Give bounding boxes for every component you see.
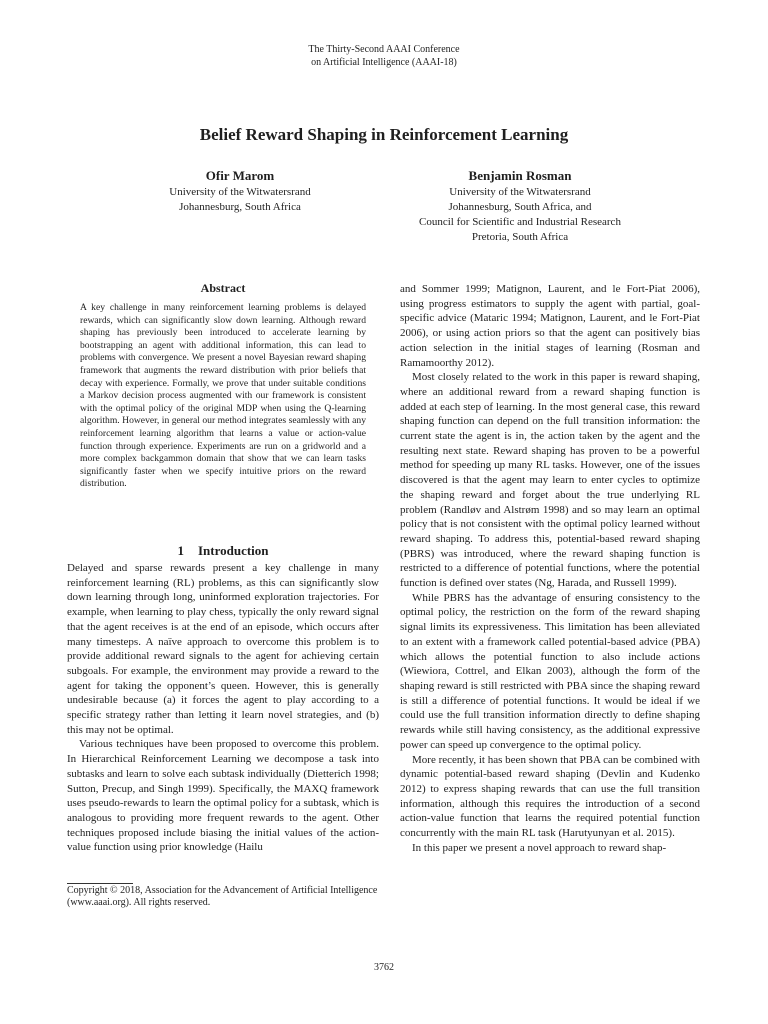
author-name: Benjamin Rosman bbox=[468, 168, 572, 183]
conference-line-1: The Thirty-Second AAAI Conference bbox=[308, 44, 460, 55]
paragraph: Most closely related to the work in this paper is reward shaping, where an additional reward from a reward shaping function is added at each step of learning. In the most general case, this reward shaping function can depend on the full transition information: the current state the agent is in, the action taken by the agent and the resulting next state. Reward shaping has proven to be a powerful method for speeding up many RL tasks. However, one of the issues discovered is that the agent may learn to enter cycles to optimize the shaping reward and forget about the true underlying RL problem (Randløv and Alstrøm 1998) and so may learn an optimal policy that is not consistent with the optimal policy learned without reward shaping. To address this, potential-based reward shaping (PBRS) was introduced, where the reward shaping function is restricted to a difference of potential functions, where the potential function is defined over states (Ng, Harada, and Russell 1999). bbox=[400, 371, 700, 590]
author-affiliation: Johannesburg, South Africa bbox=[179, 201, 301, 213]
author-affiliation: Council for Scientific and Industrial Research bbox=[419, 216, 621, 228]
section-heading bbox=[67, 543, 379, 559]
paragraph: While PBRS has the advantage of ensuring consistency to the optimal policy, the restriction on the form of the reward shaping signal limits its expressiveness. This limitation has been alleviated to an extent with a framework called potential-based advice (PBA) which allows the potential function to also include actions (Wiewiora, Cottrel, and Elkan 2003), although the form of the shaping reward is still restricted with PBA since the shaping reward is still a difference of potential functions. It would be ideal if we could use the full transition information directly to define shaping rewards while still having consistency, as the additional expressive power can speed up convergence to the optimal policy. bbox=[400, 591, 700, 751]
abstract-heading: Abstract bbox=[200, 281, 246, 295]
paragraph: and Sommer 1999; Matignon, Laurent, and le Fort-Piat 2006), using progress estimators to supply the agent with partial, goal-specific advice (Mataric 1994; Matignon, Laurent, and le Fort-Piat 2006), or using action priors so that the agent can positively bias action selection in the initial stages of learning (Rosman and Ramamoorthy 2012). bbox=[400, 283, 700, 369]
author-name: Ofir Marom bbox=[205, 168, 275, 183]
footnote-rule bbox=[67, 883, 133, 884]
conference-line-2: on Artificial Intelligence (AAAI-18) bbox=[311, 57, 457, 68]
copyright-notice: Copyright © 2018, Association for the Advancement of Artificial Intelligence (www.aaai.org). All rights reserved. bbox=[67, 885, 378, 908]
page-number: 3762 bbox=[374, 962, 394, 973]
abstract-text: A key challenge in many reinforcement learning problems is delayed rewards, which can significantly slow down learning. Although reward shaping has previously been introduced to accelerate learning by bootstrapping an agent with additional information, this can lead to problems with convergence. We present a novel Bayesian reward shaping framework that augments the reward distribution with prior beliefs that decay with experience. Formally, we prove that under suitable conditions a Markov decision process augmented with our framework is consistent with the optimal policy of the original MDP when using the Q-learning algorithm. However, in general our method integrates seamlessly with any reinforcement learning algorithm that learns a value or action-value function through experience. Experiments are run on a gridworld and a more complex backgammon domain that show that we can learn tasks significantly faster when we specify intuitive priors on the reward distribution. bbox=[80, 302, 366, 490]
conference-header bbox=[0, 43, 768, 69]
paper-title: Belief Reward Shaping in Reinforcement Learning bbox=[199, 125, 569, 144]
right-column-body bbox=[400, 282, 700, 855]
author-affiliation: Johannesburg, South Africa, and bbox=[448, 201, 592, 213]
author-affiliation: Pretoria, South Africa bbox=[471, 231, 569, 243]
introduction-body bbox=[67, 561, 379, 855]
author-affiliation: University of the Witwatersrand bbox=[449, 186, 591, 198]
section-number: 1 bbox=[177, 543, 184, 558]
author-block-2 bbox=[390, 167, 650, 245]
paragraph: More recently, it has been shown that PBA can be combined with dynamic potential-based reward shaping (Devlin and Kudenko 2012) to express shaping rewards that can use the full transition information, although this requires the introduction of a second action-value function that learns the required potential function concurrently with the main RL task (Harutyunyan et al. 2015). bbox=[400, 753, 700, 840]
paragraph: In this paper we present a novel approach to reward shap- bbox=[412, 841, 667, 854]
author-affiliation: University of the Witwatersrand bbox=[169, 186, 311, 198]
author-block-1 bbox=[140, 167, 340, 215]
paragraph: Delayed and sparse rewards present a key challenge in many reinforcement learning (RL) problems, as this can significantly slow down learning through long, uninformed exploration trajectories. For example, when learning to play chess, typically the only reward signal that the agent receives is at the end of an episode, which occurs after many timesteps. A naïve approach to overcome this problem is to provide additional reward signals to the agent for achieving certain subgoals. For example, the environment may provide a reward to the agent for taking the opponent’s queen. However, this is generally undesirable because (a) it forces the agent to play according to a specific strategy rather than letting it learn novel strategies, and (b) this may not be optimal. bbox=[67, 562, 379, 736]
paragraph: Various techniques have been proposed to overcome this problem. In Hierarchical Reinforcement Learning we decompose a task into subtasks and learn to solve each subtask individually (Dietterich 1998; Sutton, Precup, and Singh 1999). Specifically, the MAXQ framework uses pseudo-rewards to learn the optimal policy for a subtask, which is analogous to providing more frequent rewards to the agent. Other techniques proposed include biasing the initial values of the action-value function using prior knowledge (Hailu bbox=[67, 738, 379, 854]
section-title: Introduction bbox=[197, 543, 269, 558]
